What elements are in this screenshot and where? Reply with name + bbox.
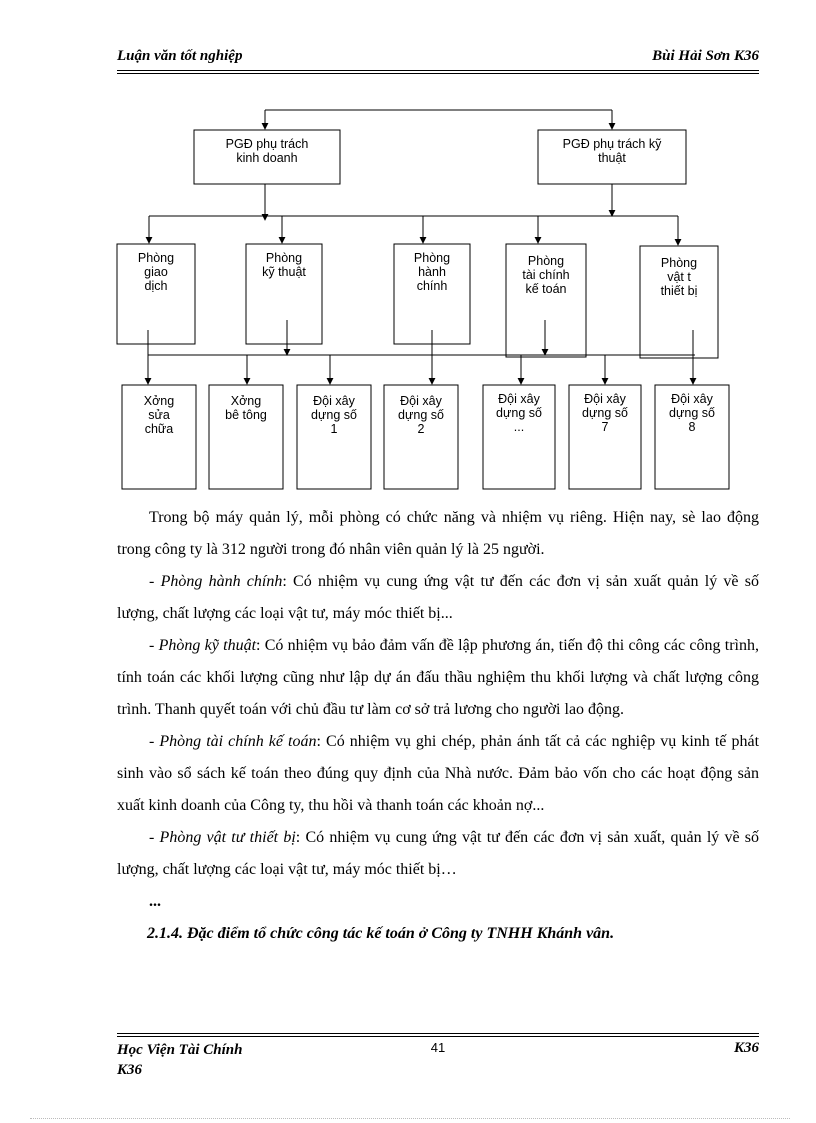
node-doi-1: Đội xây dựng số 1: [311, 394, 357, 436]
paragraph-text: : Có nhiệm vụ cung ứng vật tư đến các đơn vị sản xuất, quản lý về số lượng, chất lượng các loại vật tư, máy móc thiết bị…: [117, 829, 760, 878]
footer-rule-2: [117, 1036, 759, 1037]
term: - Phòng kỹ thuật: [149, 637, 257, 654]
header-right: Bùi Hải Sơn K36: [652, 48, 759, 64]
node-pgd-kinh-doanh: PGĐ phụ trách kinh doanh: [225, 137, 309, 165]
paragraph: [117, 630, 759, 726]
node-pgd-ky-thuat: PGĐ phụ trách kỹ thuật: [562, 137, 662, 165]
node-xuong-be-tong: Xởng bê tông: [225, 394, 267, 422]
node-phong-giao-dich: Phòng giao dịch: [137, 251, 175, 293]
node-phong-vat-tu: Phòng vật t thiết bị: [660, 256, 698, 298]
paragraph: [117, 726, 759, 822]
header-left: Luận văn tốt nghiệp: [117, 48, 243, 64]
node-phong-tai-chinh: Phòng tài chính kế toán: [522, 254, 570, 296]
body-text: [117, 502, 759, 950]
page-edge: [30, 1118, 790, 1119]
paragraph: Trong bộ máy quản lý, mỗi phòng có chức năng và nhiệm vụ riêng. Hiện nay, sè lao động trong công ty là 312 người trong đó nhân viên quản lý là 25 người.: [117, 509, 759, 558]
node-xuong-sua-chua: Xởng sửa chữa: [143, 394, 175, 436]
node-doi-7: Đội xây dựng số 7: [582, 392, 628, 434]
footer-rule: [117, 1033, 759, 1034]
node-doi-dots: Đội xây dựng số ...: [496, 392, 542, 434]
node-phong-ky-thuat: Phòng kỹ thuật: [262, 251, 306, 279]
page-number: 41: [430, 1040, 446, 1055]
term: - Phòng tài chính kế toán: [149, 733, 317, 750]
ellipsis: ...: [149, 893, 161, 910]
paragraph-text: : Có nhiệm vụ ghi chép, phản ánh tất cả các nghiệp vụ kinh tế phát sinh vào sổ sách kế toán theo đúng quy định của Nhà nước. Đảm bảo vốn cho các hoạt động sản xuất kinh doanh của Công ty, thu hồi và thanh toán các khoản nợ...: [117, 733, 760, 814]
node-doi-2: Đội xây dựng số 2: [398, 394, 444, 436]
paragraph-text: : Có nhiệm vụ bảo đảm vấn đề lập phương án, tiến độ thi công các công trình, tính toán các khối lượng cũng như lập dự án đấu thầu nghiệm thu khối lượng và chất lượng công trình. Thanh quyết toán với chủ đầu tư làm cơ sở trả lương cho người lao động.: [117, 637, 759, 718]
term: - Phòng vật tư thiết bị: [149, 829, 296, 846]
footer-left: Học Viện Tài Chính K36: [117, 1042, 243, 1078]
section-heading: 2.1.4. Đặc điểm tổ chức công tác kế toán ở Công ty TNHH Khánh vân.: [147, 925, 615, 942]
paragraph: [117, 822, 759, 886]
node-phong-hanh-chinh: Phòng hành chính: [413, 251, 451, 293]
paragraph: [117, 566, 759, 630]
footer-right: K36: [733, 1040, 759, 1056]
page-footer: [117, 1040, 759, 1080]
node-doi-8: Đội xây dựng số 8: [669, 392, 715, 434]
paragraph-text: : Có nhiệm vụ cung ứng vật tư đến các đơn vị sản xuất quản lý về số lượng, chất lượng các loại vật tư, máy móc thiết bị...: [117, 573, 759, 622]
term: - Phòng hành chính: [149, 573, 283, 590]
